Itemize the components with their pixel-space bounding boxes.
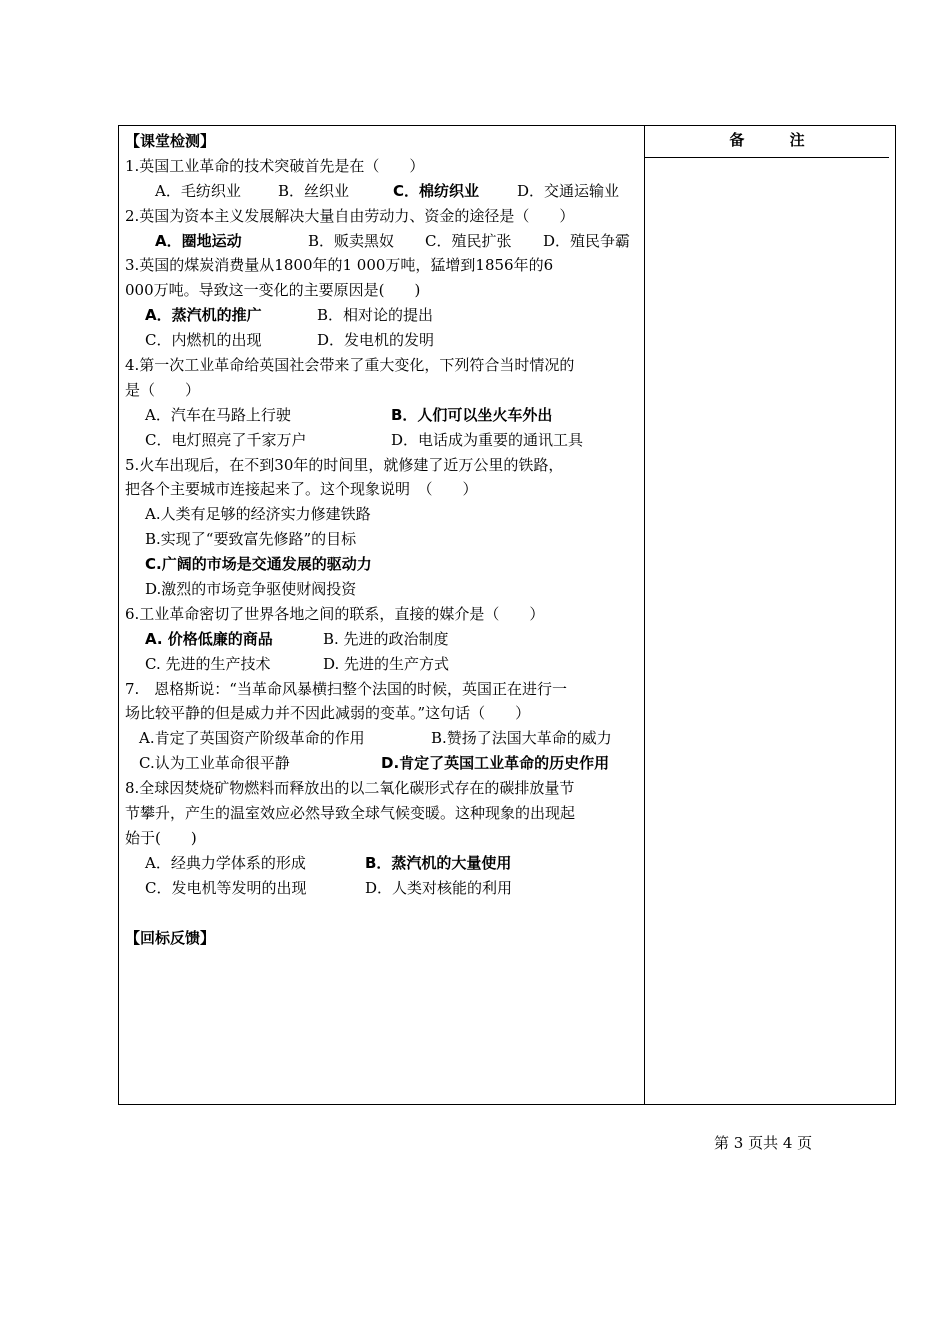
option: B.实现了“要致富先修路”的目标 — [145, 530, 357, 549]
option: C．殖民扩张 — [425, 231, 512, 250]
option-row — [125, 876, 641, 901]
answer-option: A. 价格低廉的商品 — [145, 629, 273, 648]
answer-option: C．棉纺织业 — [393, 181, 480, 200]
page-number: 第 3 页共 4 页 — [714, 1134, 813, 1152]
option: C．发电机等发明的出现 — [145, 878, 307, 897]
question-stem: 4.第一次工业革命给英国社会带来了重大变化，下列符合当时情况的 — [125, 356, 575, 375]
option: B.赞扬了法国大革命的威力 — [431, 729, 612, 748]
question-stem: 始于( ) — [125, 828, 197, 847]
option: A．毛纺织业 — [155, 181, 241, 200]
question-list — [125, 154, 641, 901]
option: C．内燃机的出现 — [145, 331, 262, 350]
option: C. 先进的生产技术 — [145, 654, 271, 673]
question-stem: 1.英国工业革命的技术突破首先是在（ ） — [125, 156, 425, 175]
question-stem: 5.火车出现后，在不到30年的时间里，就修建了近万公里的铁路， — [125, 455, 564, 474]
option: D．人类对核能的利用 — [365, 878, 513, 897]
question-stem: 节攀升，产生的温室效应必然导致全球气候变暖。这种现象的出现起 — [125, 804, 576, 823]
option-row — [125, 303, 641, 328]
option-row — [125, 652, 641, 677]
answer-option: A．圈地运动 — [155, 231, 242, 250]
option-row — [125, 229, 641, 254]
question-stem: 把各个主要城市连接起来了。这个现象说明 （ ） — [125, 480, 478, 499]
option: C．电灯照亮了千家万户 — [145, 430, 307, 449]
question-stem: 场比较平静的但是威力并不因此减弱的变革。”这句话（ ） — [125, 704, 531, 723]
option: D．交通运输业 — [517, 181, 620, 200]
worksheet-table — [118, 125, 896, 1105]
question-stem: 7. 恩格斯说：“当革命风暴横扫整个法国的时候，英国正在进行一 — [125, 679, 567, 698]
answer-option: A．蒸汽机的推广 — [145, 306, 262, 325]
option: C.认为工业革命很平静 — [139, 754, 290, 773]
question-stem: 8.全球因焚烧矿物燃料而释放出的以二氧化碳形式存在的碳排放量节 — [125, 779, 575, 798]
answer-option: B．蒸汽机的大量使用 — [365, 853, 512, 872]
option-row — [125, 627, 641, 652]
notes-header: 备 注 — [645, 126, 889, 158]
test-column — [125, 129, 641, 950]
answer-option: B．人们可以坐火车外出 — [391, 405, 553, 424]
question-stem: 000万吨。导致这一变化的主要原因是( ) — [125, 281, 421, 300]
question-stem: 2.英国为资本主义发展解决大量自由劳动力、资金的途径是（ ） — [125, 206, 575, 225]
answer-option: C.广阔的市场是交通发展的驱动力 — [145, 555, 372, 574]
section-title-feedback: 【回标反馈】 — [125, 928, 216, 947]
option-row — [125, 428, 641, 453]
question-stem: 6.工业革命密切了世界各地之间的联系，直接的媒介是（ ） — [125, 604, 545, 623]
option-row — [125, 403, 641, 428]
option: D．发电机的发明 — [317, 331, 435, 350]
option: D. 先进的生产方式 — [323, 654, 450, 673]
option: A．汽车在马路上行驶 — [145, 405, 291, 424]
option: D．殖民争霸 — [543, 231, 631, 250]
option: B．丝织业 — [278, 181, 350, 200]
column-divider — [644, 126, 645, 1104]
option: A．经典力学体系的形成 — [145, 853, 306, 872]
option-row — [125, 179, 641, 204]
option-row — [125, 726, 641, 751]
option: D．电话成为重要的通讯工具 — [391, 430, 584, 449]
option: B. 先进的政治制度 — [323, 629, 449, 648]
option: B．相对论的提出 — [317, 306, 434, 325]
option: D.激烈的市场竞争驱使财阀投资 — [145, 580, 357, 599]
section-title-test: 【课堂检测】 — [125, 132, 216, 150]
option-row — [125, 751, 641, 776]
question-stem: 是（ ） — [125, 380, 201, 399]
option-row — [125, 851, 641, 876]
option: A.人类有足够的经济实力修建铁路 — [145, 505, 371, 524]
option-row — [125, 328, 641, 353]
question-stem: 3.英国的煤炭消费量从1800年的1 000万吨，猛增到1856年的6 — [125, 256, 554, 275]
option: B．贩卖黑奴 — [308, 231, 395, 250]
option: A.肯定了英国资产阶级革命的作用 — [139, 729, 365, 748]
answer-option: D.肯定了英国工业革命的历史作用 — [381, 754, 610, 773]
